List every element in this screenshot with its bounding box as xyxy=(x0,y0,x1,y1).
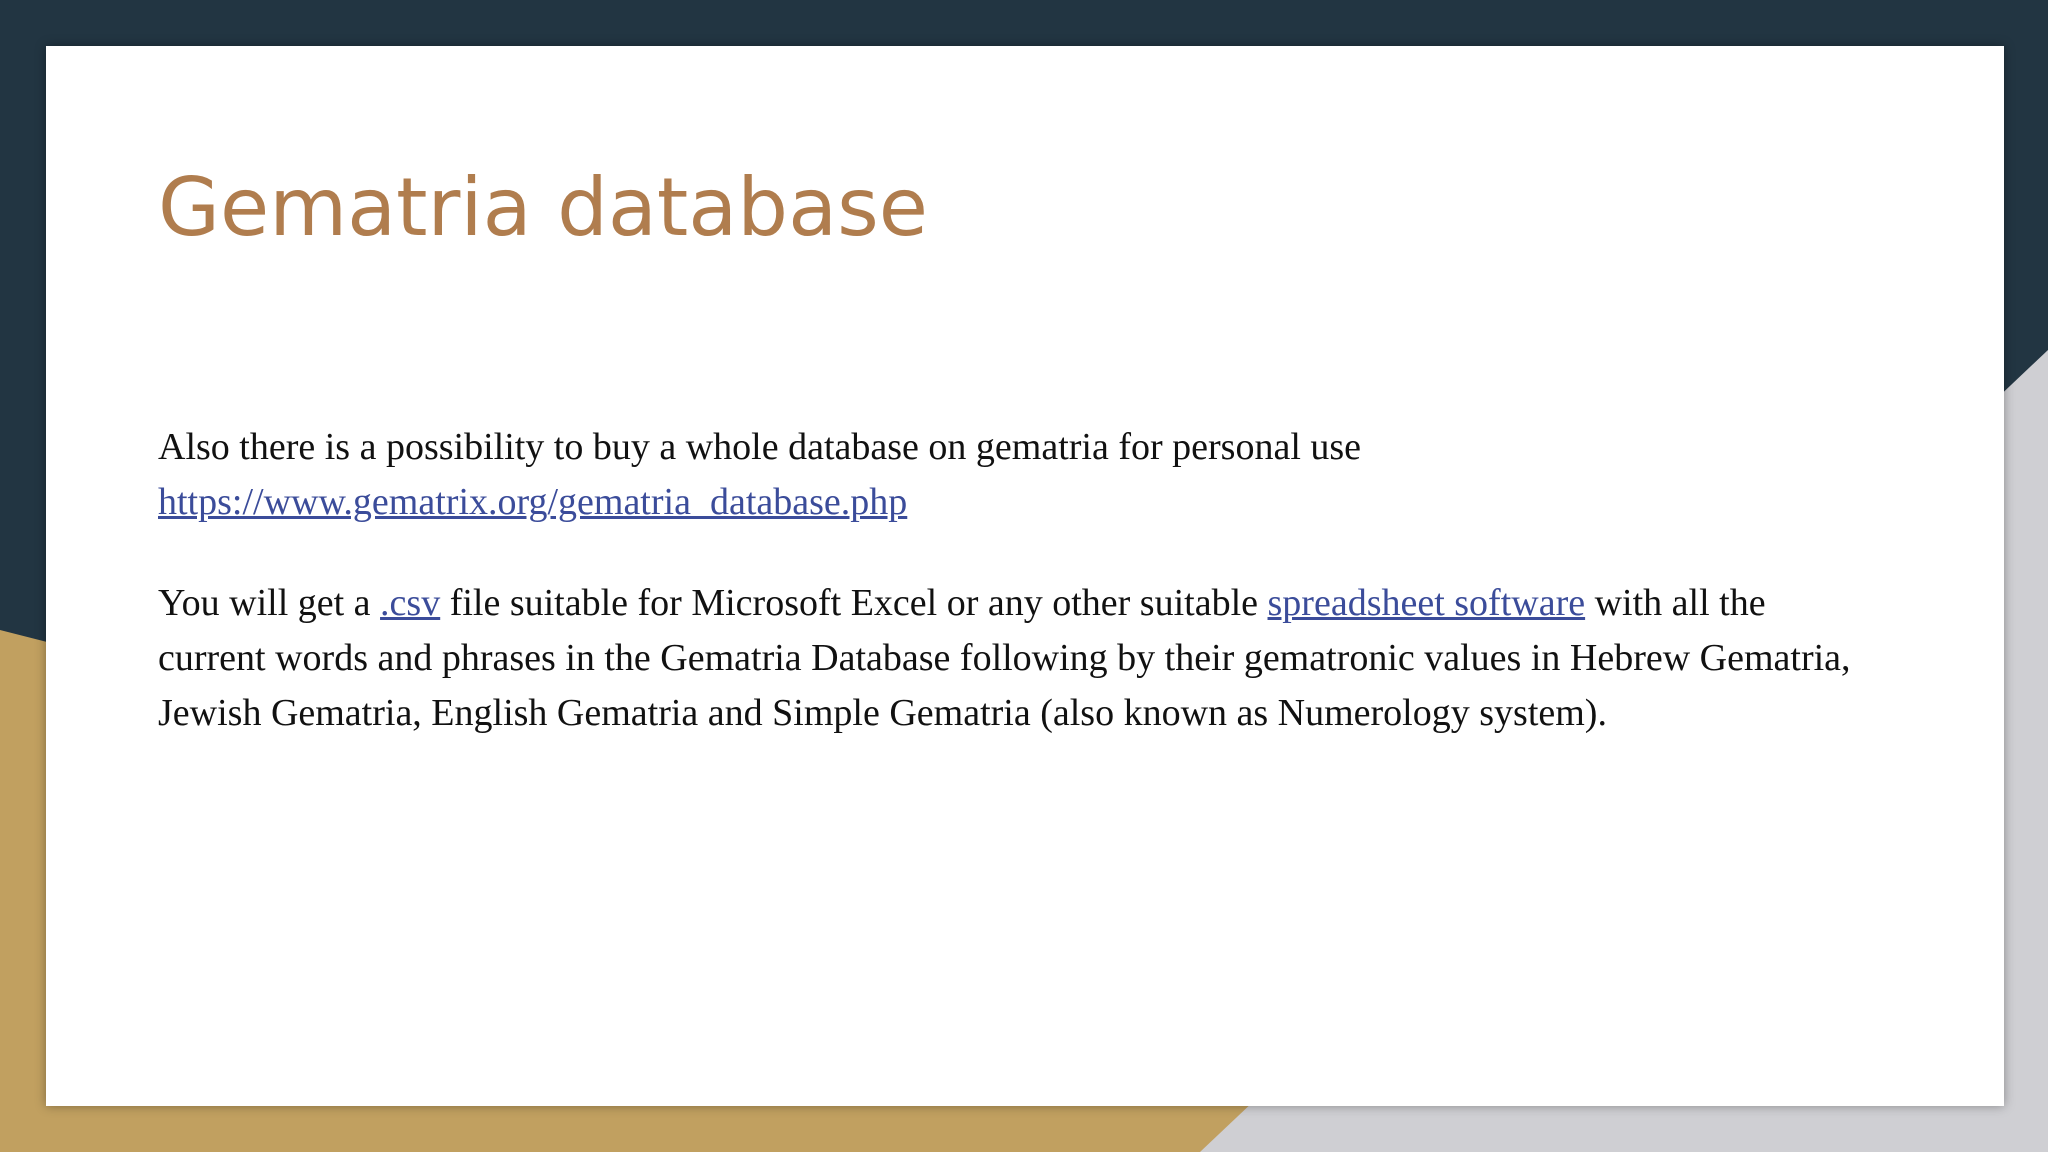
paragraph-database-offer xyxy=(158,420,1858,530)
spreadsheet-software-link[interactable]: spreadsheet software xyxy=(1267,582,1586,624)
paragraph-csv-description xyxy=(158,576,1858,741)
database-offer-text: Also there is a possibility to buy a whole database on gematria for personal use xyxy=(158,426,1362,468)
csv-description-part1: You will get a xyxy=(158,582,381,624)
database-link[interactable]: https://www.gematrix.org/gematria_database.php xyxy=(158,481,908,523)
slide-title: Gematria database xyxy=(158,161,928,254)
csv-description-part2: file suitable for Microsoft Excel or any other suitable xyxy=(440,582,1268,624)
csv-description-part3: with all the current words and phrases in the Gematria Database following by their gematronic values in Hebrew Gematria, Jewish Gematria, English Gematria and Simple Gematria (also known as Numerology system). xyxy=(158,582,1851,734)
slide-body xyxy=(158,420,1858,787)
csv-link[interactable]: .csv xyxy=(380,582,441,624)
